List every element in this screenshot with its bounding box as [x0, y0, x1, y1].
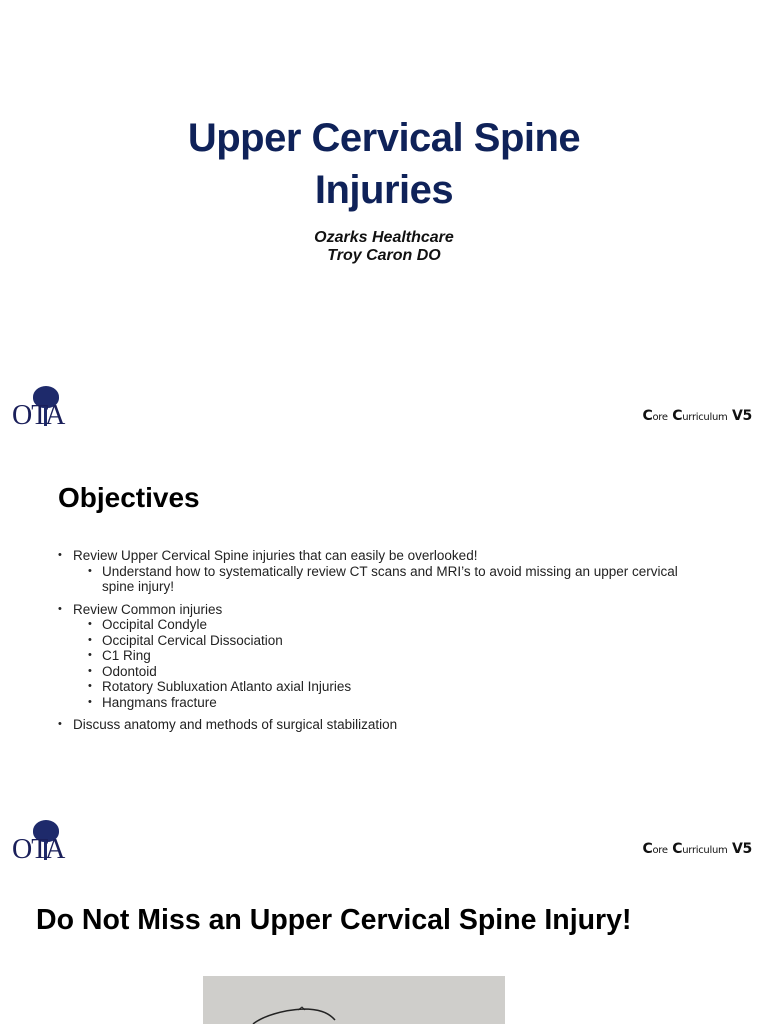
subtitle-author: Troy Caron DO	[327, 247, 441, 264]
list-item: • Rotatory Subluxation Atlanto axial Injuries	[73, 679, 708, 695]
bullet-text: Discuss anatomy and methods of surgical stabilization	[73, 717, 398, 732]
list-item: • Occipital Condyle	[73, 617, 708, 633]
ota-logo	[12, 820, 76, 864]
cc-core-initial: C	[642, 408, 653, 424]
cc-core-rest: ore	[652, 845, 668, 856]
cc-curr-rest: urriculum	[682, 845, 728, 856]
sketch-drawing	[203, 976, 505, 1024]
list-item: • Occipital Cervical Dissociation	[73, 633, 708, 649]
cc-version: V5	[732, 408, 752, 424]
subtitle-organization: Ozarks Healthcare	[314, 229, 454, 246]
core-curriculum-label	[642, 841, 752, 857]
list-item	[58, 602, 708, 711]
cc-core-initial: C	[642, 841, 653, 857]
cc-core-rest: ore	[652, 412, 668, 423]
cc-version: V5	[732, 841, 752, 857]
objectives-title: Objectives	[58, 482, 200, 513]
title-line-1: Upper Cervical Spine	[187, 116, 581, 160]
list-item	[58, 717, 708, 733]
bullet-text: Review Upper Cervical Spine injuries that can easily be overlooked!	[73, 548, 478, 563]
cc-curr-rest: urriculum	[682, 412, 728, 423]
logo-letters: OTA	[12, 400, 65, 431]
slide1-title	[0, 112, 768, 216]
logo-letters: OTA	[12, 834, 65, 865]
list-item: • Understand how to systematically review CT scans and MRI’s to avoid missing an upper cervical spine injury!	[73, 564, 708, 595]
list-item	[58, 548, 708, 595]
ota-logo	[12, 386, 76, 430]
list-item: • C1 Ring	[73, 648, 708, 664]
cc-curr-initial: C	[672, 841, 683, 857]
objectives-list	[58, 548, 708, 740]
cc-curr-initial: C	[672, 408, 683, 424]
core-curriculum-label	[642, 408, 752, 424]
sub-list	[73, 564, 708, 595]
list-item: • Odontoid	[73, 664, 708, 680]
spine-sketch-image	[203, 976, 505, 1024]
list-item: • Hangmans fracture	[73, 695, 708, 711]
sub-list	[73, 617, 708, 710]
slide3-title: Do Not Miss an Upper Cervical Spine Injury!	[36, 904, 632, 936]
bullet-text: Review Common injuries	[73, 601, 223, 617]
title-line-2: Injuries	[314, 168, 454, 212]
